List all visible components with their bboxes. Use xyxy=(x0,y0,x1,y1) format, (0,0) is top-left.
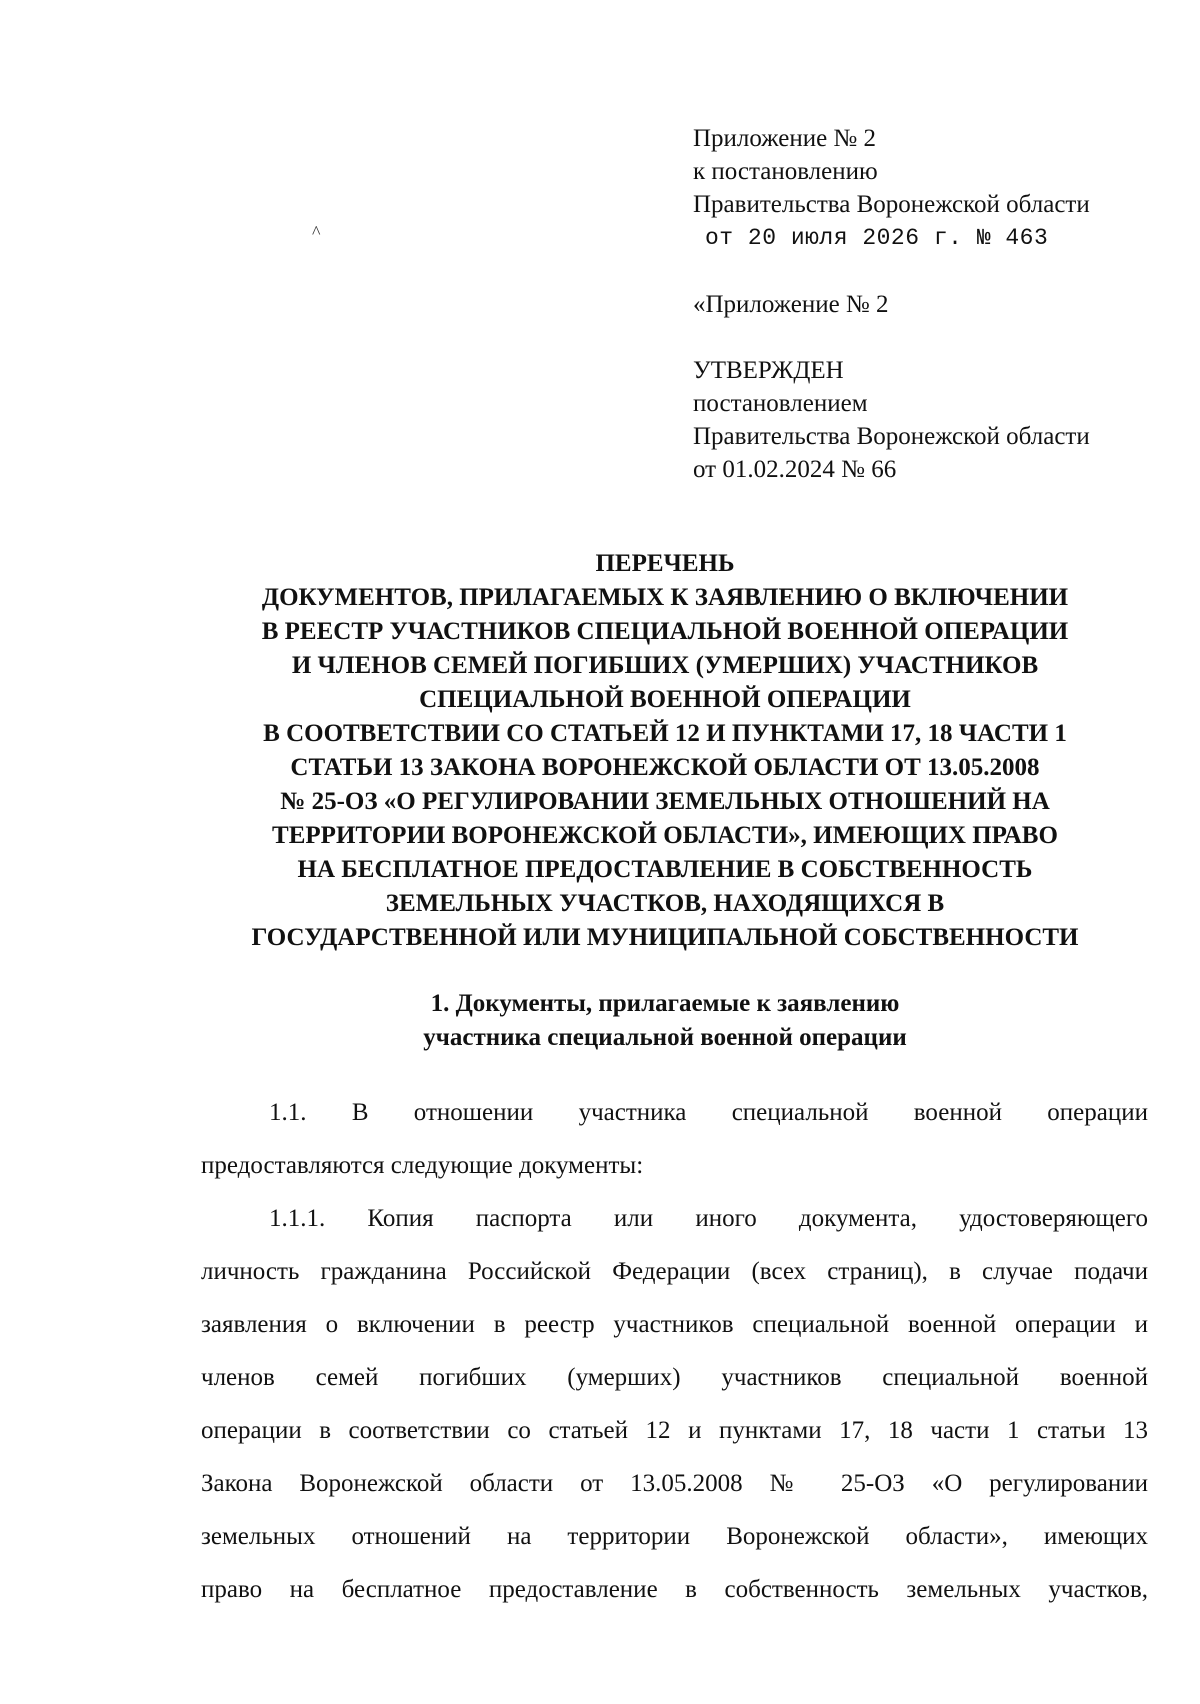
paragraph-line: 1.1. В отношении участника специальной военной операции xyxy=(269,1099,1148,1126)
approval-heading: УТВЕРЖДЕН xyxy=(693,357,844,384)
title-line: ГОСУДАРСТВЕННОЙ ИЛИ МУНИЦИПАЛЬНОЙ СОБСТВЕННОСТИ xyxy=(251,924,1079,951)
title-line: СПЕЦИАЛЬНОЙ ВОЕННОЙ ОПЕРАЦИИ xyxy=(419,686,911,713)
paragraph-line: членов семей погибших (умерших) участников специальной военной xyxy=(201,1364,1148,1391)
annex-quote: «Приложение № 2 xyxy=(693,291,889,318)
section-heading-line: 1. Документы, прилагаемые к заявлению xyxy=(430,990,900,1017)
paragraph-line: Закона Воронежской области от 13.05.2008 № 25-ОЗ «О регулировании xyxy=(201,1470,1148,1497)
section-heading-line: участника специальной военной операции xyxy=(423,1024,907,1051)
annex-date-stamp: от 20 июля 2026 г. № 463 xyxy=(705,225,1049,251)
paragraph-line: операции в соответствии со статьей 12 и пунктами 17, 18 части 1 статьи 13 xyxy=(201,1417,1148,1444)
section-heading xyxy=(170,987,1160,1055)
annex-government: Правительства Воронежской области xyxy=(693,191,1090,218)
title-line: НА БЕСПЛАТНОЕ ПРЕДОСТАВЛЕНИЕ В СОБСТВЕННОСТЬ xyxy=(297,856,1033,883)
title-line: И ЧЛЕНОВ СЕМЕЙ ПОГИБШИХ (УМЕРШИХ) УЧАСТНИКОВ xyxy=(291,652,1039,679)
title-line: № 25-ОЗ «О РЕГУЛИРОВАНИИ ЗЕМЕЛЬНЫХ ОТНОШЕНИЙ НА xyxy=(280,788,1050,815)
paragraph-line: заявления о включении в реестр участников специальной военной операции и xyxy=(201,1311,1148,1338)
paragraph-line: предоставляются следующие документы: xyxy=(201,1152,644,1179)
paragraph-line: право на бесплатное предоставление в собственность земельных участков, xyxy=(201,1576,1148,1603)
approval-by: постановлением xyxy=(693,390,868,417)
paragraph-line: личность гражданина Российской Федерации (всех страниц), в случае подачи xyxy=(201,1258,1148,1285)
title-line: ПЕРЕЧЕНЬ xyxy=(595,550,735,577)
title-line: В СООТВЕТСТВИИ СО СТАТЬЕЙ 12 И ПУНКТАМИ 17, 18 ЧАСТИ 1 xyxy=(263,720,1067,747)
title-line: ЗЕМЕЛЬНЫХ УЧАСТКОВ, НАХОДЯЩИХСЯ В xyxy=(385,890,945,917)
title-line: СТАТЬИ 13 ЗАКОНА ВОРОНЕЖСКОЙ ОБЛАСТИ ОТ 13.05.2008 xyxy=(290,754,1040,781)
scan-mark: ^ xyxy=(312,222,321,242)
paragraph-line: земельных отношений на территории Воронежской области», имеющих xyxy=(201,1523,1148,1550)
approval-date: от 01.02.2024 № 66 xyxy=(693,456,897,483)
annex-resolution-ref: к постановлению xyxy=(693,158,878,185)
title-line: ТЕРРИТОРИИ ВОРОНЕЖСКОЙ ОБЛАСТИ», ИМЕЮЩИХ ПРАВО xyxy=(272,822,1058,849)
title-line: В РЕЕСТР УЧАСТНИКОВ СПЕЦИАЛЬНОЙ ВОЕННОЙ ОПЕРАЦИИ xyxy=(261,618,1069,645)
approval-government: Правительства Воронежской области xyxy=(693,423,1090,450)
document-title xyxy=(170,547,1160,955)
paragraph-line: 1.1.1. Копия паспорта или иного документа, удостоверяющего xyxy=(269,1205,1148,1232)
title-line: ДОКУМЕНТОВ, ПРИЛАГАЕМЫХ К ЗАЯВЛЕНИЮ О ВКЛЮЧЕНИИ xyxy=(261,584,1069,611)
annex-number: Приложение № 2 xyxy=(693,125,877,152)
body-text xyxy=(201,1097,1148,1627)
